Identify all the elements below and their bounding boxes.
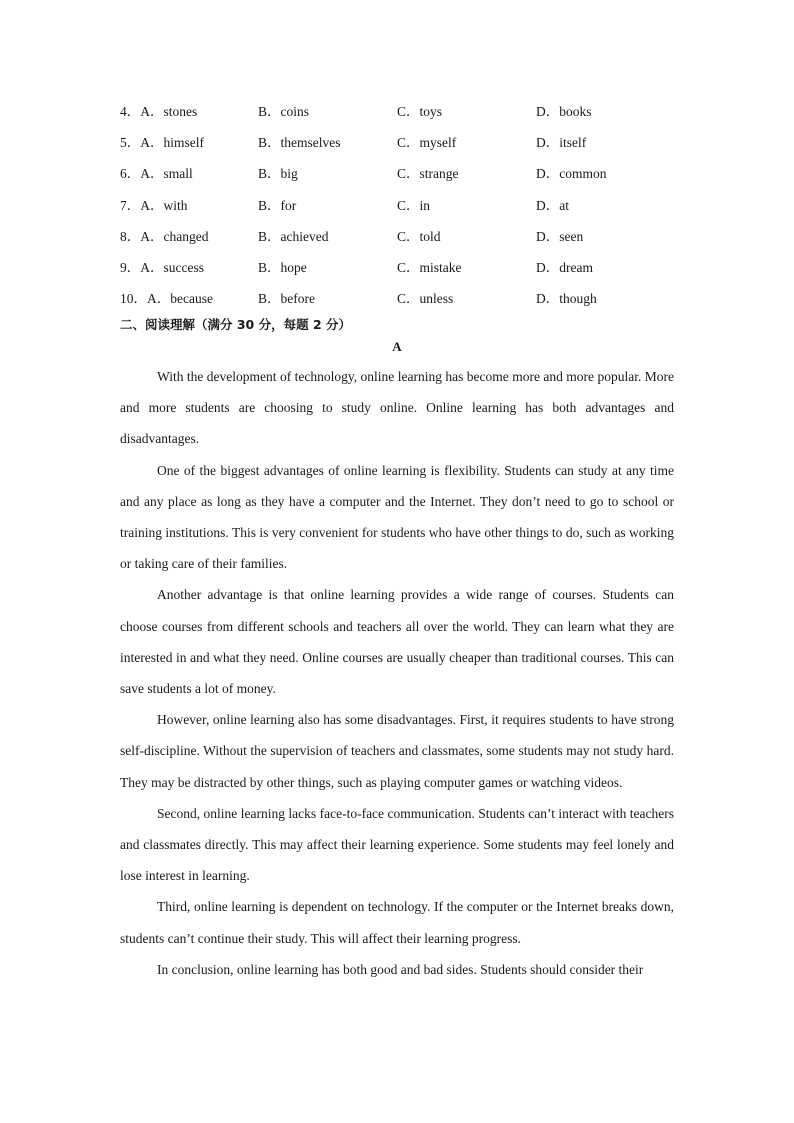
option-a: 9．A．success bbox=[120, 259, 204, 275]
option-d: D．dream bbox=[536, 259, 593, 275]
option-d: D．seen bbox=[536, 228, 584, 244]
option-d: D．books bbox=[536, 104, 592, 119]
question-row bbox=[120, 163, 680, 194]
option-a: 5．A．himself bbox=[120, 135, 204, 151]
paragraph: However, online learning also has some disadvantages. First, it requires students to have strong self-discipline. Without the supervision of teachers and classmates, some students may not study hard. They may be distracted by other things, such as playing computer games or watching videos. bbox=[120, 712, 674, 790]
option-a: 6．A．small bbox=[120, 166, 193, 182]
option-a: 10．A．because bbox=[120, 291, 213, 307]
option-d: D．at bbox=[536, 197, 569, 213]
option-c: C．mistake bbox=[397, 259, 462, 275]
question-row bbox=[120, 226, 680, 257]
option-b: B．big bbox=[258, 166, 298, 182]
option-b: B．for bbox=[258, 197, 297, 213]
option-c: C．unless bbox=[397, 291, 454, 307]
paragraph: One of the biggest advantages of online learning is flexibility. Students can study at any time and any place as long as they have a computer and the Internet. They don’t need to go to school or training institutions. This is very convenient for students who have other things to do, such as working or taking care of their families. bbox=[120, 462, 674, 572]
option-b: B．hope bbox=[258, 259, 307, 275]
option-c: C．myself bbox=[397, 135, 457, 151]
question-row bbox=[120, 101, 680, 132]
option-b: B．coins bbox=[258, 104, 310, 119]
option-b: B．themselves bbox=[258, 135, 341, 151]
option-b: B．before bbox=[258, 291, 315, 307]
passage-label: A bbox=[392, 339, 402, 354]
option-a: 8．A．changed bbox=[120, 228, 209, 244]
paragraph: With the development of technology, online learning has become more and more popular. More and more students are choosing to study online. Online learning has both advantages and disadvantages. bbox=[120, 369, 674, 447]
question-row bbox=[120, 195, 680, 226]
question-row bbox=[120, 132, 680, 163]
paragraph: In conclusion, online learning has both good and bad sides. Students should consider their bbox=[157, 961, 644, 977]
option-c: C．told bbox=[397, 228, 441, 244]
reading-passage bbox=[120, 361, 674, 985]
option-c: C．toys bbox=[397, 104, 443, 119]
section-title: 二、阅读理解（满分 30 分，每题 2 分） bbox=[120, 317, 352, 332]
paragraph: Second, online learning lacks face-to-face communication. Students can’t interact with teachers and classmates directly. This may affect their learning experience. Some students may feel lonely and lose interest in learning. bbox=[120, 805, 674, 884]
paragraph: Third, online learning is dependent on technology. If the computer or the Internet breaks down, students can’t continue their study. This will affect their learning progress. bbox=[120, 899, 674, 946]
option-c: C．in bbox=[397, 197, 431, 213]
option-a: 7．A．with bbox=[120, 197, 188, 213]
answer-options bbox=[120, 101, 680, 319]
option-a: 4．A．stones bbox=[120, 104, 198, 119]
paragraph: Another advantage is that online learning provides a wide range of courses. Students can choose courses from different schools and teachers all over the world. They can learn what they are interested in and what they need. Online courses are usually cheaper than traditional courses. This can save students a lot of money. bbox=[120, 587, 674, 697]
option-b: B．achieved bbox=[258, 228, 329, 244]
option-c: C．strange bbox=[397, 166, 459, 182]
option-d: D．itself bbox=[536, 135, 587, 151]
option-d: D．common bbox=[536, 166, 607, 182]
question-row bbox=[120, 257, 680, 288]
option-d: D．though bbox=[536, 291, 597, 307]
